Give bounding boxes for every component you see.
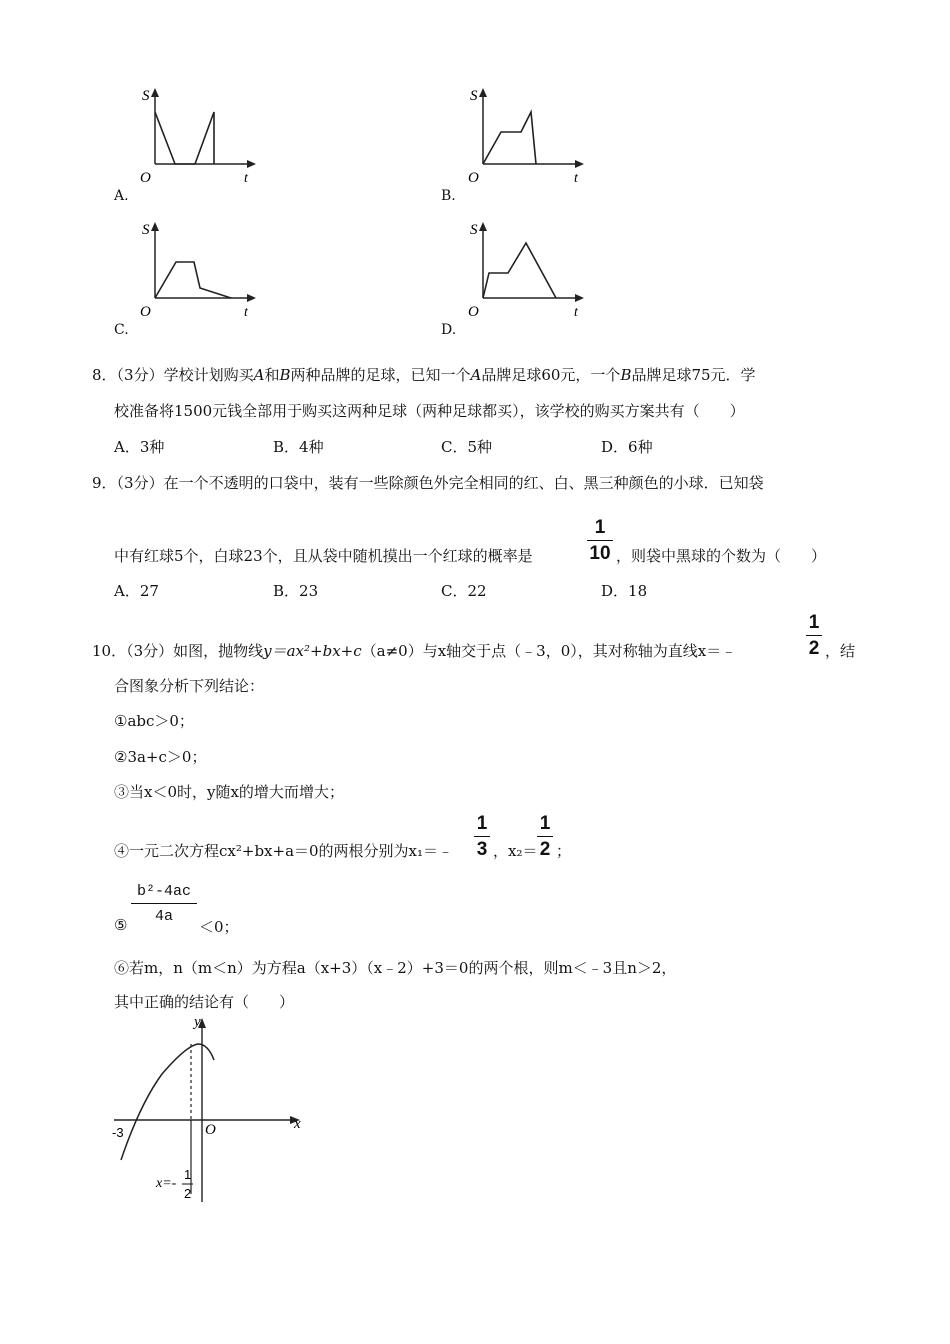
q10-frac-num: 1: [808, 612, 820, 633]
graph-option-a: [128, 86, 268, 186]
q10-statement-4-post: ；: [556, 842, 572, 860]
graph-a-svg: [128, 86, 268, 186]
s4-f2-num: 1: [539, 813, 551, 834]
q10-s4-fraction-2: [537, 814, 553, 859]
axis-s-label: S: [142, 88, 150, 104]
neg3-label: -3: [112, 1125, 124, 1140]
q8-line2: 校准备将1500元钱全部用于购买这两种足球（两种足球都买），该学校的购买方案共有（ ）: [114, 402, 745, 420]
s5-numerator: b²-4ac: [136, 883, 191, 900]
q10-line2: 合图象分析下列结论：: [114, 677, 265, 695]
axis-t-label: t: [574, 171, 578, 186]
q10-statement-1: ①abc＞0；: [114, 712, 194, 730]
q10-statement-5-post: ＜0；: [199, 918, 239, 936]
q10-statement-2: ②3a+c＞0；: [114, 748, 207, 766]
parabola-graph: [104, 1014, 314, 1214]
q9-line1: 9．（3分）在一个不透明的口袋中，装有一些除颜色外完全相同的红、白、黑三种颜色的小球．已知袋: [92, 474, 764, 492]
origin-label: O: [468, 170, 479, 186]
parabola-svg: [104, 1014, 314, 1214]
graph-option-d: [456, 220, 596, 320]
sym-label: x=-: [156, 1176, 177, 1191]
q9-frac-num: 1: [594, 517, 606, 538]
q9-fraction: [587, 518, 613, 563]
axis-s-label: S: [470, 88, 478, 104]
q8-option-b[interactable]: B．4种: [273, 438, 324, 456]
s4-f1-den: 3: [476, 839, 488, 860]
q8-option-d[interactable]: D．6种: [601, 438, 653, 456]
s4-f2-den: 2: [539, 839, 551, 860]
graph-b-svg: [456, 86, 596, 186]
origin-label: O: [140, 170, 151, 186]
axis-t-label: t: [574, 305, 578, 320]
q10-s4-fraction-1: [474, 814, 490, 859]
q10-statement-4-pre: ④一元二次方程cx²+bx+a＝0的两根分别为x₁＝﹣: [114, 842, 454, 860]
origin-label: O: [205, 1122, 216, 1138]
axis-s-label: S: [470, 222, 478, 238]
q9-option-c[interactable]: C．22: [441, 582, 487, 600]
q10-statement-3: ③当x＜0时，y随x的增大而增大；: [114, 783, 344, 801]
sym-frac-den: 2: [184, 1186, 192, 1201]
option-b-label: B.: [441, 188, 456, 204]
q10-line1: 10．（3分）如图，抛物线y＝ax²+bx+c（a≠0）与x轴交于点（﹣3，0），其对称轴为直线x＝﹣: [92, 642, 737, 660]
q10-statement-5-mark: ⑤: [114, 916, 128, 934]
origin-label: O: [140, 304, 151, 320]
q9-option-b[interactable]: B．23: [273, 582, 319, 600]
graph-d-svg: [456, 220, 596, 320]
q8-option-a[interactable]: A．3种: [114, 438, 165, 456]
axis-t-label: t: [244, 305, 248, 320]
option-a-label: A.: [114, 188, 129, 204]
s5-denominator: 4a: [154, 908, 173, 925]
q8-option-c[interactable]: C．5种: [441, 438, 493, 456]
q10-frac-den: 2: [808, 638, 820, 659]
axis-s-label: S: [142, 222, 150, 238]
q9-line2-post: ，则袋中黑球的个数为（ ）: [616, 547, 827, 565]
q10-statement-4-mid: ，x₂＝: [493, 842, 538, 860]
q9-option-d[interactable]: D．18: [601, 582, 648, 600]
q10-line1-post: ，结: [825, 642, 856, 660]
q10-statement-7: 其中正确的结论有（ ）: [114, 993, 295, 1011]
axis-t-label: t: [244, 171, 248, 186]
option-d-label: D.: [441, 322, 457, 338]
q9-line2-pre: 中有红球5个，白球23个，且从袋中随机摸出一个红球的概率是: [114, 547, 533, 565]
q9-option-a[interactable]: A．27: [114, 582, 159, 600]
q8-line1: 8．（3分）学校计划购买A和B两种品牌的足球，已知一个A品牌足球60元，一个B品牌足球75元．学: [92, 366, 756, 384]
sym-frac-num: 1: [184, 1167, 192, 1182]
y-axis-label: y: [194, 1014, 201, 1030]
q10-statement-6: ⑥若m，n（m＜n）为方程a（x+3）（x﹣2）+3＝0的两个根，则m＜﹣3且n＞2，: [114, 959, 677, 977]
q9-frac-den: 10: [589, 543, 611, 564]
graph-option-b: [456, 86, 596, 186]
option-c-label: C.: [114, 322, 129, 338]
q10-s5-fraction: [131, 884, 197, 924]
origin-label: O: [468, 304, 479, 320]
graph-option-c: [128, 220, 268, 320]
x-axis-label: x: [294, 1116, 301, 1132]
s4-f1-num: 1: [476, 813, 488, 834]
q10-axis-fraction: [806, 613, 822, 658]
graph-c-svg: [128, 220, 268, 320]
